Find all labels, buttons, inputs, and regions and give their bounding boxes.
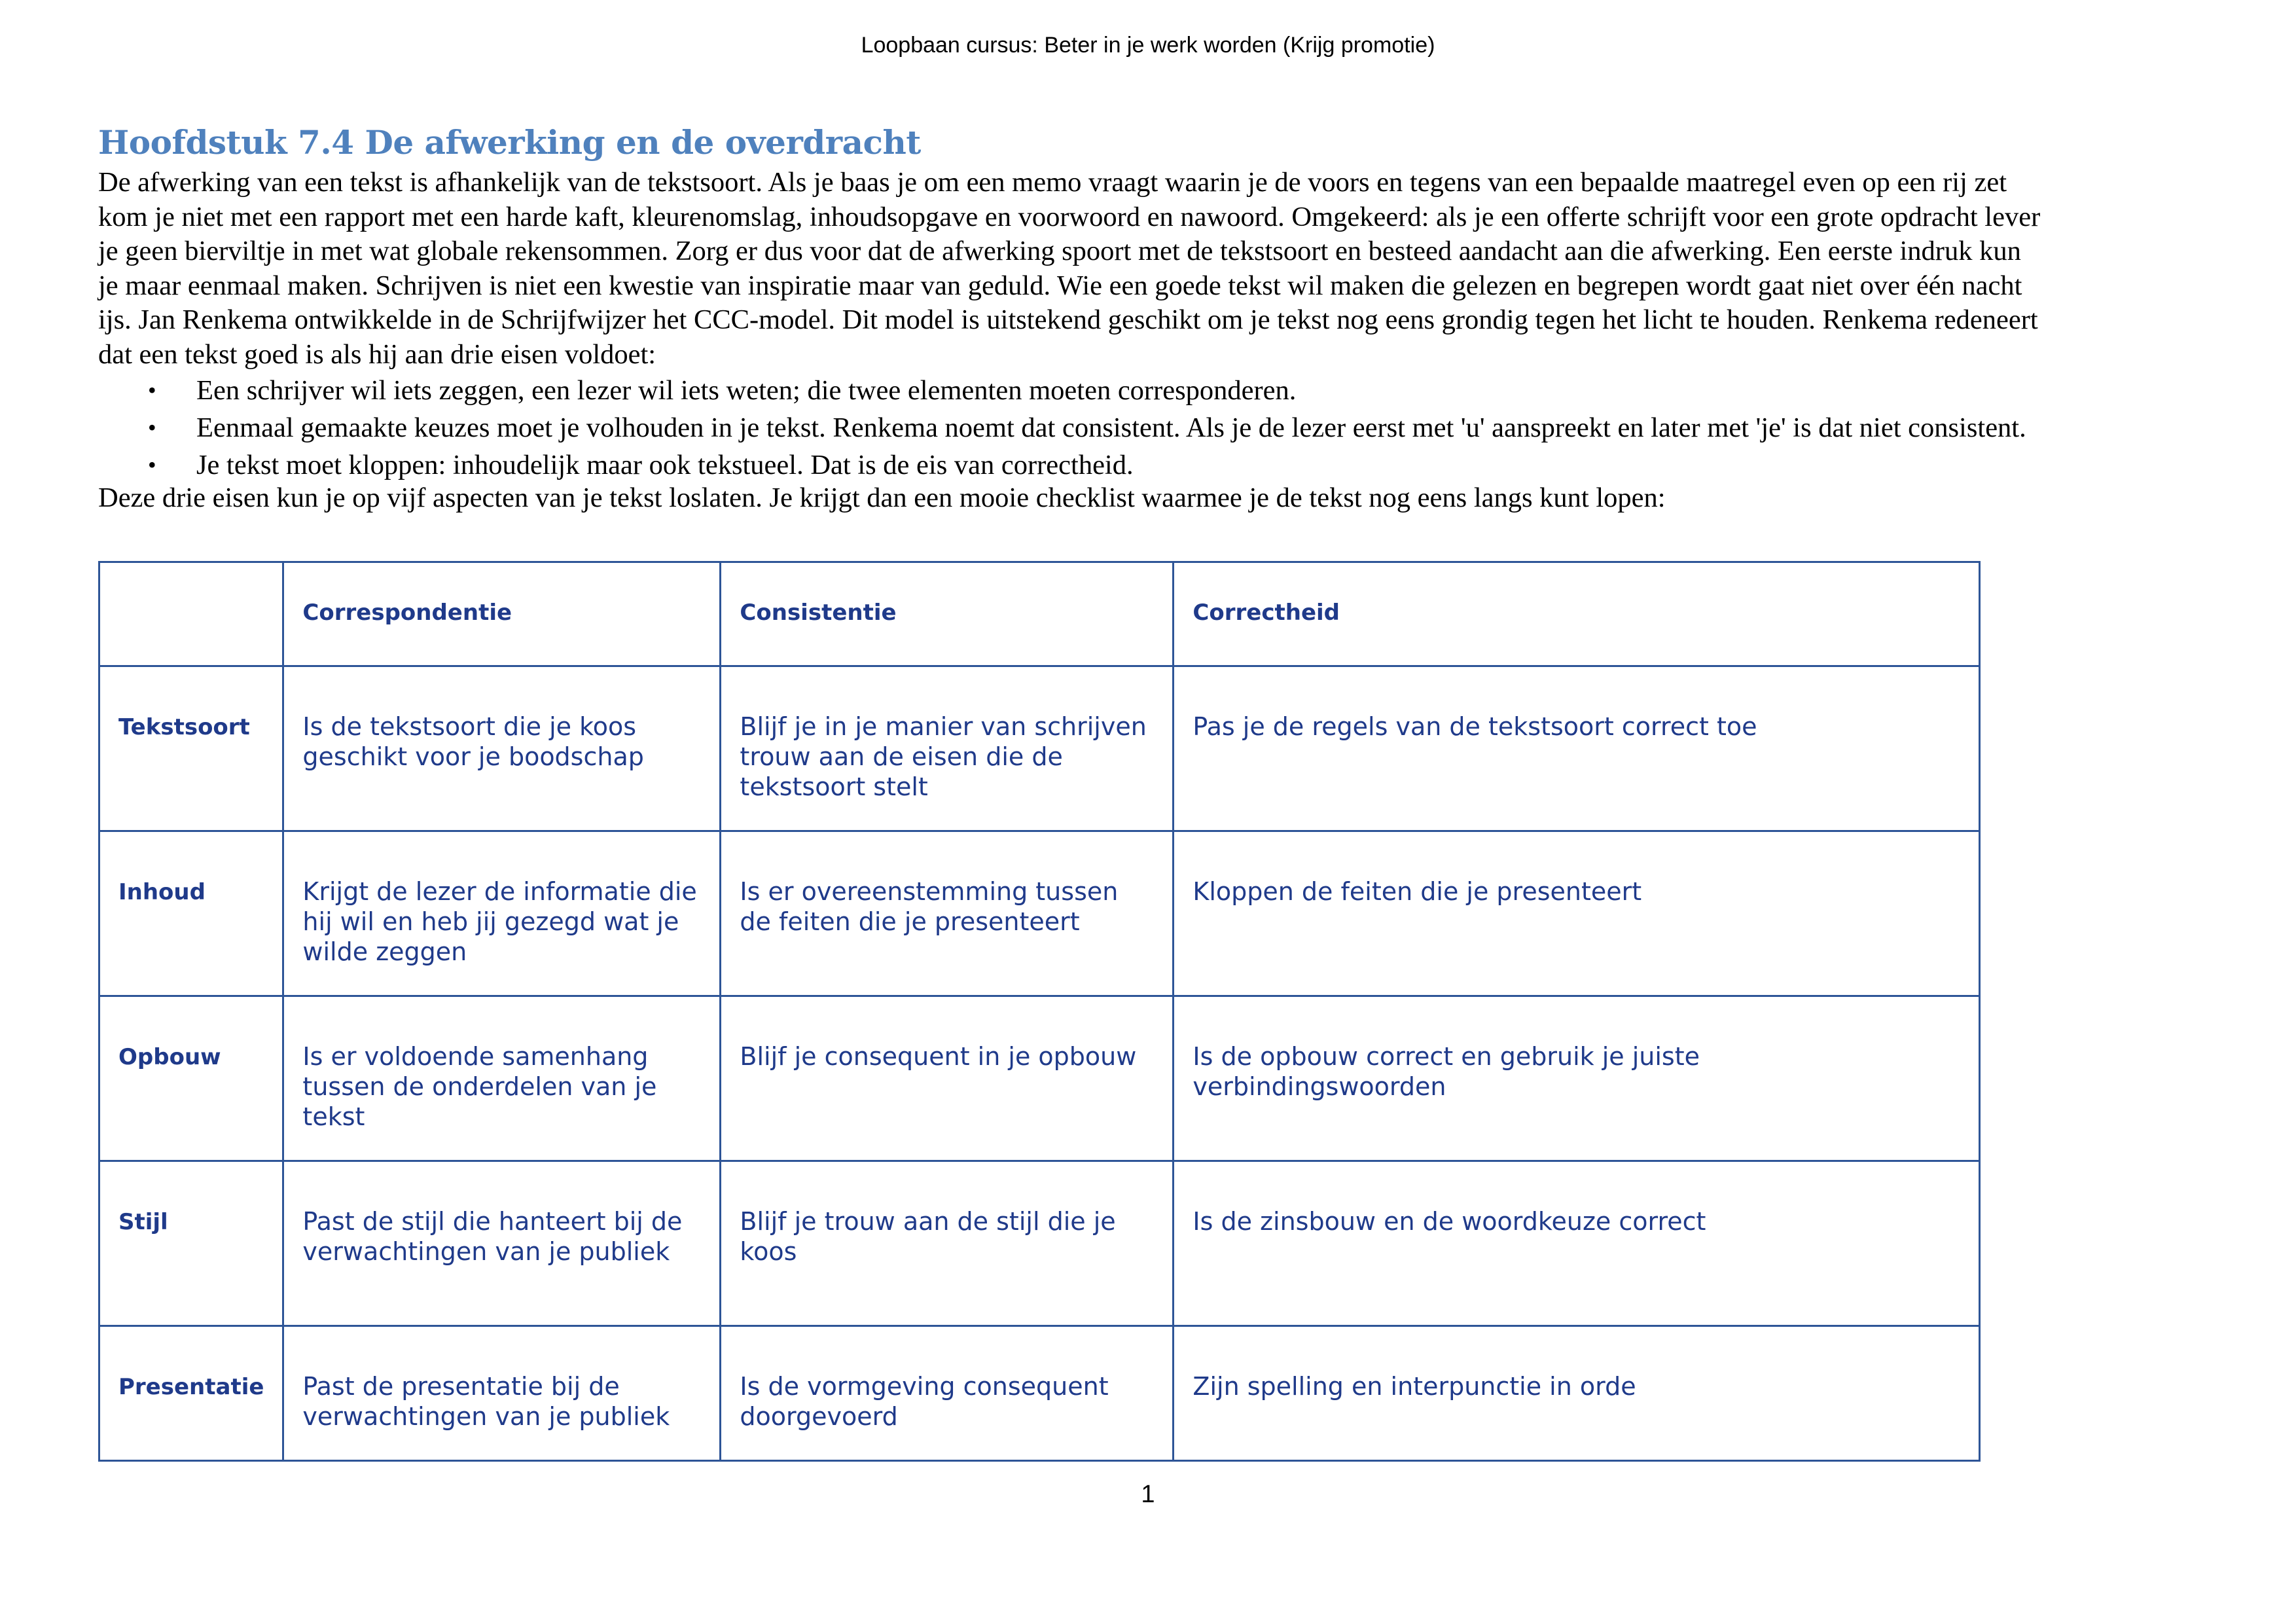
- list-item: [98, 372, 2212, 409]
- intro-line: je geen bierviltje in met wat globale rekensommen. Zorg er dus voor dat de afwerking spoort met de tekstsoort en besteed aandacht aan die afwerking. Een eerste indruk kun: [98, 236, 2021, 266]
- table-cell: Is de tekstsoort die je koos geschikt voor je boodschap: [283, 666, 721, 831]
- bullet-icon: •: [148, 452, 156, 478]
- intro-line: kom je niet met een rapport met een harde kaft, kleurenomslag, inhoudsopgave en voorwoord en nawoord. Omgekeerd: als je een offerte schrijft voor een grote opdracht lever: [98, 201, 2041, 232]
- table-cell: Is de vormgeving consequent doorgevoerd: [721, 1326, 1174, 1461]
- ccc-checklist-table: [98, 561, 1981, 1462]
- table-header-row: [99, 562, 1980, 666]
- intro-line: je maar eenmaal maken. Schrijven is niet een kwestie van inspiratie maar van geduld. Wie een goede tekst wil maken die gelezen en begrepen wordt gaat niet over één nacht: [98, 270, 2022, 301]
- page-number: 1: [1141, 1481, 1155, 1508]
- closing-paragraph: Deze drie eisen kun je op vijf aspecten van je tekst loslaten. Je krijgt dan een mooie checklist waarmee je de tekst nog eens langs kunt lopen:: [98, 482, 1666, 513]
- bullet-icon: •: [148, 414, 156, 441]
- row-header: Opbouw: [99, 996, 283, 1161]
- intro-line: ijs. Jan Renkema ontwikkelde in de Schrijfwijzer het CCC-model. Dit model is uitstekend geschikt om je tekst nog eens grondig tegen het licht te houden. Renkema redeneert: [98, 304, 2038, 335]
- table-row: [99, 996, 1980, 1161]
- table-row: [99, 666, 1980, 831]
- row-header: Presentatie: [99, 1326, 283, 1461]
- row-header: Inhoud: [99, 831, 283, 996]
- intro-line: dat een tekst goed is als hij aan drie eisen voldoet:: [98, 338, 656, 370]
- chapter-title: Hoofdstuk 7.4 De afwerking en de overdracht: [98, 123, 921, 162]
- table-cell: Is de zinsbouw en de woordkeuze correct: [1174, 1161, 1980, 1326]
- table-cell: Blijf je trouw aan de stijl die je koos: [721, 1161, 1174, 1326]
- bullet-icon: •: [148, 377, 156, 403]
- table-cell: Is er voldoende samenhang tussen de onderdelen van je tekst: [283, 996, 721, 1161]
- intro-line: De afwerking van een tekst is afhankelijk van de tekstsoort. Als je baas je om een memo vraagt waarin je de voors en tegens van een bepaalde maatregel even op een rij zet: [98, 167, 2007, 198]
- column-header: Consistentie: [721, 562, 1174, 666]
- table-row: [99, 831, 1980, 996]
- list-item-text: Eenmaal gemaakte keuzes moet je volhouden in je tekst. Renkema noemt dat consistent. Als je de lezer eerst met 'u' aanspreekt en later met 'je' is dat niet consistent.: [196, 412, 2026, 443]
- list-item: [98, 409, 2212, 446]
- list-item-text: Een schrijver wil iets zeggen, een lezer wil iets weten; die twee elementen moeten corresponderen.: [196, 375, 1297, 406]
- table-cell: Past de stijl die hanteert bij de verwachtingen van je publiek: [283, 1161, 721, 1326]
- column-header: Correspondentie: [283, 562, 721, 666]
- row-header: Tekstsoort: [99, 666, 283, 831]
- table-cell: Is de opbouw correct en gebruik je juiste verbindingswoorden: [1174, 996, 1980, 1161]
- table-row: [99, 1161, 1980, 1326]
- table-row: [99, 1326, 1980, 1461]
- table-cell: Kloppen de feiten die je presenteert: [1174, 831, 1980, 996]
- table-cell: Krijgt de lezer de informatie die hij wil en heb jij gezegd wat je wilde zeggen: [283, 831, 721, 996]
- table-cell: Blijf je consequent in je opbouw: [721, 996, 1174, 1161]
- chapter-section: [98, 123, 2212, 516]
- table-cell: Blijf je in je manier van schrijven trouw aan de eisen die de tekstsoort stelt: [721, 666, 1174, 831]
- table-cell: Past de presentatie bij de verwachtingen van je publiek: [283, 1326, 721, 1461]
- row-header: Stijl: [99, 1161, 283, 1326]
- intro-paragraph: [98, 166, 2212, 372]
- requirements-list: [98, 372, 2212, 484]
- list-item: [98, 446, 2212, 484]
- table-cell: Is er overeenstemming tussen de feiten die je presenteert: [721, 831, 1174, 996]
- column-header: Correctheid: [1174, 562, 1980, 666]
- list-item-text: Je tekst moet kloppen: inhoudelijk maar ook tekstueel. Dat is de eis van correctheid.: [196, 450, 1134, 480]
- running-header: Loopbaan cursus: Beter in je werk worden (Krijg promotie): [861, 33, 1435, 58]
- table-cell: Zijn spelling en interpunctie in orde: [1174, 1326, 1980, 1461]
- column-header-empty: [99, 562, 283, 666]
- table-cell: Pas je de regels van de tekstsoort correct toe: [1174, 666, 1980, 831]
